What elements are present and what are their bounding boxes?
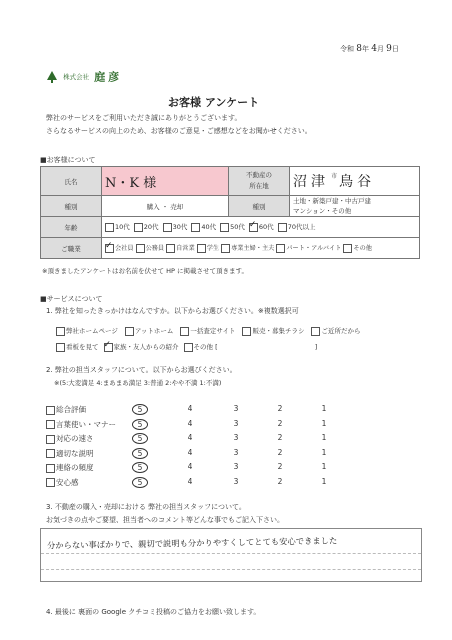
- info.ages-option[interactable]: [163, 223, 188, 231]
- rating-label: [46, 419, 116, 430]
- rating-score-3[interactable]: 3: [233, 404, 239, 413]
- info.ages-label: 40代: [201, 223, 217, 232]
- date-day-unit: 日: [391, 45, 399, 53]
- rating-score-2[interactable]: 2: [277, 476, 283, 486]
- checkbox-icon[interactable]: [311, 327, 320, 336]
- date: [340, 44, 399, 54]
- checkbox-icon[interactable]: [136, 244, 145, 253]
- property-type-options: [290, 196, 420, 217]
- info-section-heading: ■お客様について: [40, 156, 96, 164]
- question-1: 1. 弊社を知ったきっかけはなんですか。以下からお選びください。※複数選択可: [46, 307, 299, 315]
- sources_row1-label: 販売・募集チラシ: [252, 327, 305, 335]
- company-prefix: 株式会社: [63, 73, 90, 81]
- date-era: 令和: [340, 45, 354, 53]
- rating-label-text: 対応の速さ: [56, 434, 94, 443]
- company-logo: [46, 66, 122, 85]
- checkbox-icon[interactable]: [180, 327, 189, 336]
- checkbox-icon[interactable]: [46, 406, 55, 415]
- city-value: 沼津: [293, 174, 329, 190]
- rating-label-text: 安心感: [56, 477, 79, 487]
- service-section-heading: ■サービスについて: [40, 295, 103, 303]
- rating-label-text: 総合評価: [56, 405, 86, 414]
- sources-row-1: [56, 326, 367, 336]
- rating-scale: ※(5:大変満足 4:まあまあ満足 3:普通 2:やや不満 1:不満): [54, 379, 222, 387]
- rating-score-3[interactable]: 3: [233, 433, 239, 442]
- checkbox-icon[interactable]: [46, 449, 55, 458]
- info.jobs-option[interactable]: [221, 245, 274, 252]
- checkbox-icon[interactable]: [46, 464, 55, 473]
- rating-label-text: 連絡の頻度: [56, 463, 94, 472]
- checkbox-icon[interactable]: [104, 343, 113, 352]
- info.ages-option[interactable]: [191, 223, 216, 231]
- date-year-unit: 年: [361, 45, 369, 53]
- checkbox-icon[interactable]: [242, 327, 251, 336]
- rating-score-3[interactable]: 3: [233, 447, 239, 457]
- sources-row-2-items: [56, 343, 223, 351]
- sources-close-bracket: ]: [314, 343, 318, 351]
- checkbox-icon[interactable]: [276, 244, 285, 253]
- checkbox-icon[interactable]: [56, 327, 65, 336]
- checkbox-icon[interactable]: [197, 244, 206, 253]
- info.jobs-label: パート・アルバイト: [286, 245, 342, 253]
- type-options: 購入 ・ 売却: [102, 196, 229, 217]
- checkbox-icon[interactable]: [163, 223, 172, 232]
- rating-score-1[interactable]: 1: [321, 404, 327, 413]
- sources_row1-option[interactable]: [311, 327, 360, 335]
- rating-score-5[interactable]: 5: [132, 404, 148, 415]
- property-location-label: [229, 167, 290, 196]
- sources_row1-option[interactable]: [56, 327, 118, 335]
- info.jobs-option[interactable]: [343, 245, 372, 252]
- info.ages-label: 30代: [172, 223, 188, 232]
- info.jobs-label: 自営業: [176, 245, 195, 253]
- info.jobs-label: その他: [353, 245, 372, 253]
- sources_row1-option[interactable]: [242, 327, 304, 335]
- property-label-1: 不動産の: [246, 171, 272, 179]
- intro-line-2: さらなるサービスの向上のため、お客様のご意見・ご感想などをお聞かせください。: [46, 127, 312, 135]
- rating-score-3[interactable]: 3: [233, 476, 239, 486]
- info.ages-label: 50代: [230, 223, 245, 232]
- info.ages-label: 60代: [258, 223, 274, 232]
- question-2: 2. 弊社の担当スタッフについて。以下からお選びください。: [46, 366, 237, 374]
- info.ages-option[interactable]: [278, 223, 316, 231]
- rating-score-2[interactable]: 2: [277, 433, 283, 442]
- date-month: 4: [371, 44, 377, 54]
- rating-label: [46, 448, 94, 459]
- info.jobs-label: 学生: [206, 245, 220, 253]
- sources_row2-option[interactable]: [184, 343, 218, 351]
- rating-score-3[interactable]: 3: [233, 462, 239, 471]
- property-type-label: 種別: [229, 196, 290, 217]
- checkbox-icon[interactable]: [105, 223, 114, 232]
- question-3-line-2: お気づきの点やご要望、担当者へのコメント等どんな事でもご記入下さい。: [46, 516, 284, 524]
- info.ages-label: 70代以上: [287, 223, 316, 232]
- checkbox-icon[interactable]: [46, 478, 55, 487]
- company-name: 庭彦: [94, 70, 123, 84]
- rating-score-5[interactable]: 5: [132, 462, 148, 473]
- sources_row2-option[interactable]: [104, 343, 179, 351]
- job-options: [102, 238, 420, 259]
- property-type-line-1: 土地・新築戸建・中古戸建: [293, 197, 371, 205]
- question-4: 4. 最後に 裏面の Google クチコミ投稿のご協力をお願い致します。: [46, 608, 261, 616]
- rating-row: [46, 404, 346, 418]
- sources_row2-label: 家族・友人からの紹介: [113, 343, 179, 351]
- age-label: 年齢: [41, 217, 102, 238]
- comment-text: 分からない事ばかりで、親切で説明も分かりやすくしてとても安心できました: [46, 535, 338, 551]
- page-title: お客様 アンケート: [168, 96, 260, 109]
- info.jobs-option[interactable]: [276, 245, 341, 252]
- comment-line-1: [41, 553, 421, 554]
- info.jobs-option[interactable]: [136, 245, 165, 252]
- sources_row1-option[interactable]: [125, 327, 174, 335]
- sources_row1-label: 弊社ホームページ: [66, 327, 118, 335]
- property-type-line-2: マンション・その他: [293, 207, 352, 215]
- rating-score-1[interactable]: 1: [321, 433, 327, 442]
- customer-info-table: [40, 166, 420, 259]
- question-3-line-1: 3. 不動産の購入・売却における 弊社の担当スタッフについて。: [46, 503, 246, 511]
- rating-score-1[interactable]: 1: [321, 447, 327, 457]
- name-value: N・K 様: [102, 167, 229, 196]
- date-month-unit: 月: [376, 45, 384, 53]
- rating-score-1[interactable]: 1: [321, 418, 327, 428]
- sources_row2-label: その他 [: [193, 343, 218, 351]
- rating-score-4[interactable]: 4: [187, 447, 193, 457]
- rating-score-2[interactable]: 2: [277, 404, 283, 413]
- rating-score-2[interactable]: 2: [277, 447, 283, 457]
- info.jobs-option[interactable]: [105, 245, 134, 252]
- info.ages-option[interactable]: [105, 223, 130, 231]
- property-location-value: [290, 167, 420, 196]
- job-label: ご職業: [41, 238, 102, 259]
- checkbox-icon[interactable]: [56, 343, 65, 352]
- checkbox-icon[interactable]: [220, 223, 229, 232]
- info.jobs-option[interactable]: [166, 245, 195, 252]
- checkbox-icon[interactable]: [184, 343, 193, 352]
- info.jobs-label: 専業主婦・主夫: [231, 245, 275, 253]
- town-value: 鳥谷: [339, 174, 376, 190]
- comment-box: [40, 528, 422, 582]
- tree-icon: [46, 71, 58, 83]
- rating-score-3[interactable]: 3: [233, 418, 239, 428]
- info.jobs-label: 公務員: [145, 245, 165, 253]
- rating-score-1[interactable]: 1: [321, 462, 327, 471]
- checkbox-icon[interactable]: [46, 420, 55, 429]
- rating-label-text: 適切な説明: [56, 448, 94, 458]
- rating-row: [46, 433, 346, 447]
- checkbox-icon[interactable]: [191, 223, 200, 232]
- rating-label: [46, 477, 79, 488]
- sources_row2-label: 看板を見て: [66, 343, 99, 351]
- sources_row1-label: ご近所だから: [321, 327, 361, 335]
- info.ages-label: 20代: [143, 223, 159, 232]
- rating-score-2[interactable]: 2: [277, 418, 283, 428]
- rating-label: [46, 404, 86, 415]
- info.jobs-option[interactable]: [197, 245, 219, 252]
- property-label-2: 所在地: [249, 182, 269, 190]
- rating-score-4[interactable]: 4: [187, 404, 193, 413]
- checkbox-icon[interactable]: [166, 244, 175, 253]
- name-label: 氏名: [41, 167, 102, 196]
- checkbox-icon[interactable]: [221, 244, 230, 253]
- sources_row1-label: 一括査定サイト: [190, 327, 236, 335]
- sources_row1-label: アットホーム: [134, 327, 174, 335]
- rating-row: [46, 419, 346, 433]
- info.ages-option[interactable]: [220, 223, 245, 231]
- publication-notice: ※頂きましたアンケートはお名前を伏せて HP に掲載させて頂きます。: [42, 267, 248, 275]
- rating-score-1[interactable]: 1: [321, 476, 327, 486]
- sources_row1-option[interactable]: [180, 327, 235, 335]
- intro-line-1: 弊社のサービスをご利用いただき誠にありがとうございます。: [46, 114, 242, 122]
- rating-score-4[interactable]: 4: [187, 418, 193, 428]
- rating-score-5[interactable]: 5: [132, 448, 148, 459]
- info.ages-label: 10代: [115, 223, 130, 232]
- rating-row: [46, 462, 346, 476]
- age-options: [102, 217, 420, 238]
- checkbox-icon[interactable]: [125, 327, 134, 336]
- rating-score-5[interactable]: 5: [132, 433, 148, 444]
- checkbox-icon[interactable]: [46, 435, 55, 444]
- rating-score-4[interactable]: 4: [187, 433, 193, 442]
- city-suffix: 市: [331, 173, 338, 180]
- rating-score-5[interactable]: 5: [132, 477, 148, 488]
- info.ages-option[interactable]: [249, 223, 274, 231]
- rating-score-2[interactable]: 2: [277, 462, 283, 471]
- checkbox-icon[interactable]: [105, 244, 114, 253]
- rating-row: [46, 448, 346, 462]
- checkbox-icon[interactable]: [134, 223, 143, 232]
- rating-label: [46, 462, 94, 473]
- checkbox-icon[interactable]: [249, 223, 258, 232]
- rating-label: [46, 433, 94, 444]
- checkbox-icon[interactable]: [278, 223, 287, 232]
- rating-score-4[interactable]: 4: [187, 476, 193, 486]
- sources-row-2: [56, 342, 317, 352]
- type-label: 種別: [41, 196, 102, 217]
- rating-row: [46, 477, 346, 491]
- info.ages-option[interactable]: [134, 223, 159, 231]
- rating-score-5[interactable]: 5: [132, 419, 148, 430]
- date-day: 9: [386, 44, 392, 54]
- comment-line-2: [41, 569, 421, 570]
- sources_row2-option[interactable]: [56, 343, 99, 351]
- checkbox-icon[interactable]: [343, 244, 352, 253]
- date-year: 8: [356, 44, 362, 54]
- rating-label-text: 言葉使い・マナー: [56, 419, 116, 429]
- rating-score-4[interactable]: 4: [187, 462, 193, 471]
- info.jobs-label: 会社員: [115, 245, 134, 253]
